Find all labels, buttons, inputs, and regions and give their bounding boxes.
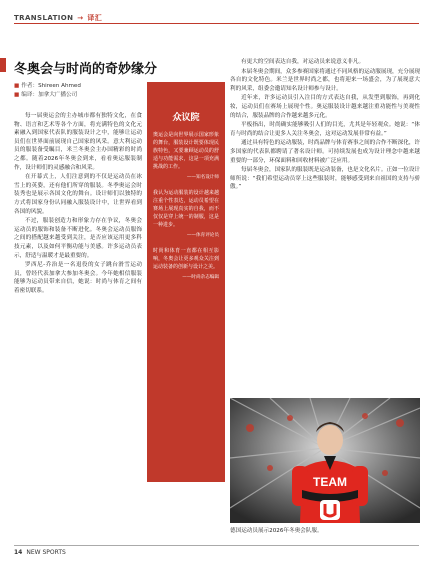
paragraph: 罗西尼-乔治是一名退役的女子跳台滑雪运动员，曾经代表加拿大参加冬奥会。今年她相信服装能够为运动员带来自信，她说：时尚与体育之间有着密切联系。 bbox=[14, 262, 142, 294]
jacket-team-text: TEAM bbox=[313, 475, 347, 489]
paragraph: 近年来，许多运动员引入注目的方式表达自我，从发型到服饰，再到化妆，运动员们在赛场上展现个性。奥运服装设计越来越注重功能性与美观性的结合，服装品牌的合作越来越多元化。 bbox=[230, 95, 420, 119]
translator-line bbox=[14, 91, 81, 100]
sidebar-quote: 时尚和体育一直都在相互影响，冬奥会让更多观众关注到运动装备的创新与设计之美。 bbox=[153, 248, 219, 270]
paragraph: 每一届奥运会的主办城市都有独特文化，在食物、语言和艺术等各个方面，将充满特色的文化元素融入到国家代表队的服装设计之中，能够让运动员们在世界面前展现自己国家的风采。意大利运动员的服装备受瞩目，米兰冬奥会主办国精彩的时尚之都。随着2026年冬奥会到来，看看奥运服装制作，设计师们的灵感融合和风采。 bbox=[14, 113, 142, 171]
paragraph: 有更大的空间表达自我，对运动员来说意义非凡。 bbox=[241, 59, 365, 65]
quote-sidebar bbox=[147, 82, 225, 482]
author: 作者：Shireen Ahmed bbox=[21, 83, 81, 89]
bullet-icon: ■ bbox=[14, 92, 20, 98]
magazine-name: NEW SPORTS bbox=[26, 549, 66, 556]
paragraph: 在开幕式上，人们注意到的不仅是运动员在冰雪上的英姿，还有他们所穿的服装。冬季奥运会时装秀也是展示各国文化的舞台。设计师们以独特的方式将国家身份认同融入服装设计中，让世界看到各国的风貌。 bbox=[14, 174, 142, 215]
translator: 编译：加拿大广播公司 bbox=[21, 92, 78, 98]
article-column-left bbox=[14, 112, 142, 532]
article-column-right bbox=[230, 58, 420, 394]
author-line bbox=[14, 82, 81, 91]
sidebar-credit: ——时尚杂志编辑 bbox=[182, 275, 219, 280]
section-label-en: TRANSLATION bbox=[14, 14, 74, 22]
arrow-icon: → bbox=[77, 14, 84, 22]
sidebar-title: 众议院 bbox=[172, 113, 200, 123]
bullet-icon: ■ bbox=[14, 83, 20, 89]
sidebar-credit: ——知名设计师 bbox=[186, 175, 219, 180]
page-number: 14 bbox=[14, 549, 23, 556]
page-footer bbox=[14, 549, 66, 556]
article-title: 冬奥会与时尚的奇妙缘分 bbox=[14, 62, 158, 77]
header-rule bbox=[14, 23, 419, 24]
sidebar-quote: 奥运会是向世界展示国家形象的舞台，服装设计既要体现民族特色，又要兼顾运动员的舒适与功能需求，这是一项充满挑战的工作。 bbox=[153, 132, 219, 170]
photo-caption: 德国运动员展示2026年冬奥会队服。 bbox=[230, 528, 323, 534]
paragraph: 本届冬奥会期间，众多参赛国家将通过不同风格的运动服展现，充分展现各自的文化特色。米兰是世界时尚之都，也将迎来一场盛会，为了展现意大利的风采，组委会邀请知名设计师参与设计。 bbox=[230, 68, 421, 92]
title-accent-bar bbox=[0, 58, 6, 72]
article-meta bbox=[14, 82, 81, 100]
athlete-photo bbox=[230, 398, 420, 523]
footer-rule bbox=[14, 545, 419, 546]
sidebar-quote: 我认为运动服装的设计越来越注重个性表达，运动员希望在赛场上展现真实的自我，而不仅仅是穿上统一的制服，这是一种进步。 bbox=[153, 190, 219, 228]
athlete-illustration bbox=[230, 398, 420, 523]
section-label bbox=[14, 13, 102, 23]
section-label-zh: 译汇 bbox=[87, 14, 103, 22]
paragraph: 不过，服装创造力和形象力存在争议，冬奥会运动员的服饰和装备不断进化。冬奥会运动员服饰之间的搭配越来越受到关注，是否应该运用更多科技元素，以及如何平衡功能与美感。许多运动员表示，舒适与温暖才是最重要的。 bbox=[14, 218, 142, 259]
paragraph: 平板指出，时尚确实能够吸引人们的目光，尤其是年轻观众。她说：“体育与时尚的结合让更多人关注冬奥会，这对运动发展非常有益。” bbox=[230, 122, 420, 137]
paragraph: 每届冬奥会，国家队的服装既是运动装备，也是文化名片。正如一位设计师所说：“我们希望运动员穿上这些服装时，能够感受到来自祖国的支持与骄傲。” bbox=[230, 167, 421, 191]
sidebar-credit: ——体育评论员 bbox=[186, 233, 219, 238]
paragraph: 通过具有特色的运动服装，时尚品牌与体育赛事之间的合作不断深化，许多国家的代表队都聘请了著名设计师。可持续发展也成为设计理念中越来越重要的一部分，环保面料和回收材料被广泛应用。 bbox=[230, 140, 421, 164]
